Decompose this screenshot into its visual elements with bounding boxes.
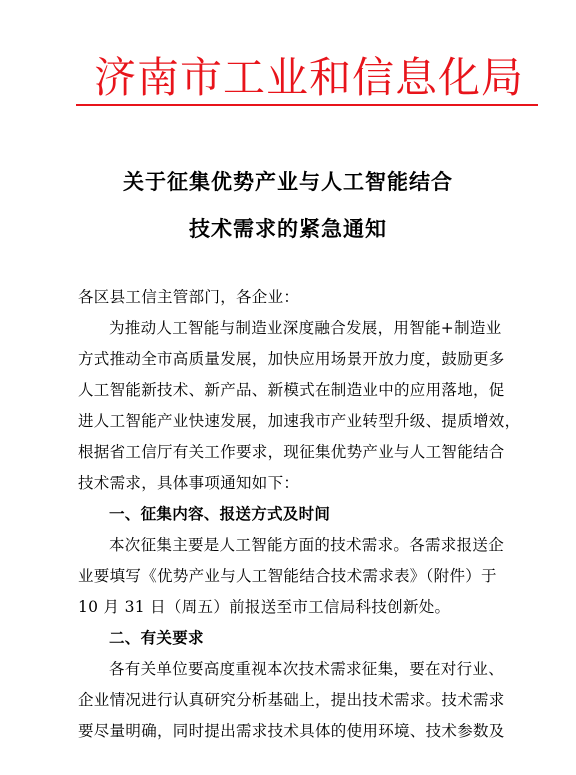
document-body bbox=[78, 282, 521, 747]
paragraph-line: 方式推动全市高质量发展，加快应用场景开放力度，鼓励更多 bbox=[78, 350, 505, 368]
section-line: 本次征集主要是人工智能方面的技术需求。各需求报送企 bbox=[109, 536, 505, 554]
paragraph-line: 人工智能新技术、新产品、新模式在制造业中的应用落地，促 bbox=[78, 381, 505, 399]
document-title-line-1: 关于征集优势产业与人工智能结合 bbox=[123, 170, 453, 194]
document-title-line-2: 技术需求的紧急通知 bbox=[189, 217, 387, 241]
letterhead-org-name: 济南市工业和信息化局 bbox=[93, 53, 524, 102]
section-line: 要尽量明确，同时提出需求技术具体的使用环境、技术参数及 bbox=[78, 722, 505, 740]
paragraph-line: 为推动人工智能与制造业深度融合发展，用智能+制造业 bbox=[109, 319, 502, 337]
letterhead-red-rule bbox=[76, 104, 538, 106]
section-line: 各有关单位要高度重视本次技术需求征集，要在对行业、 bbox=[109, 660, 505, 678]
paragraph-line: 技术需求，具体事项通知如下： bbox=[78, 474, 300, 492]
section-line: 10 月 31 日（周五）前报送至市工信局科技创新处。 bbox=[78, 598, 451, 616]
salutation: 各区县工信主管部门，各企业： bbox=[78, 288, 300, 306]
paragraph-line: 进人工智能产业快速发展，加速我市产业转型升级、提质增效， bbox=[78, 412, 521, 430]
section-heading-1: 一、征集内容、报送方式及时间 bbox=[109, 505, 331, 523]
section-line: 业要填写《优势产业与人工智能结合技术需求表》（附件）于 bbox=[78, 567, 497, 585]
section-heading-2: 二、有关要求 bbox=[109, 629, 204, 647]
paragraph-line: 根据省工信厅有关工作要求，现征集优势产业与人工智能结合 bbox=[78, 443, 505, 461]
section-line: 企业情况进行认真研究分析基础上，提出技术需求。技术需求 bbox=[78, 691, 505, 709]
